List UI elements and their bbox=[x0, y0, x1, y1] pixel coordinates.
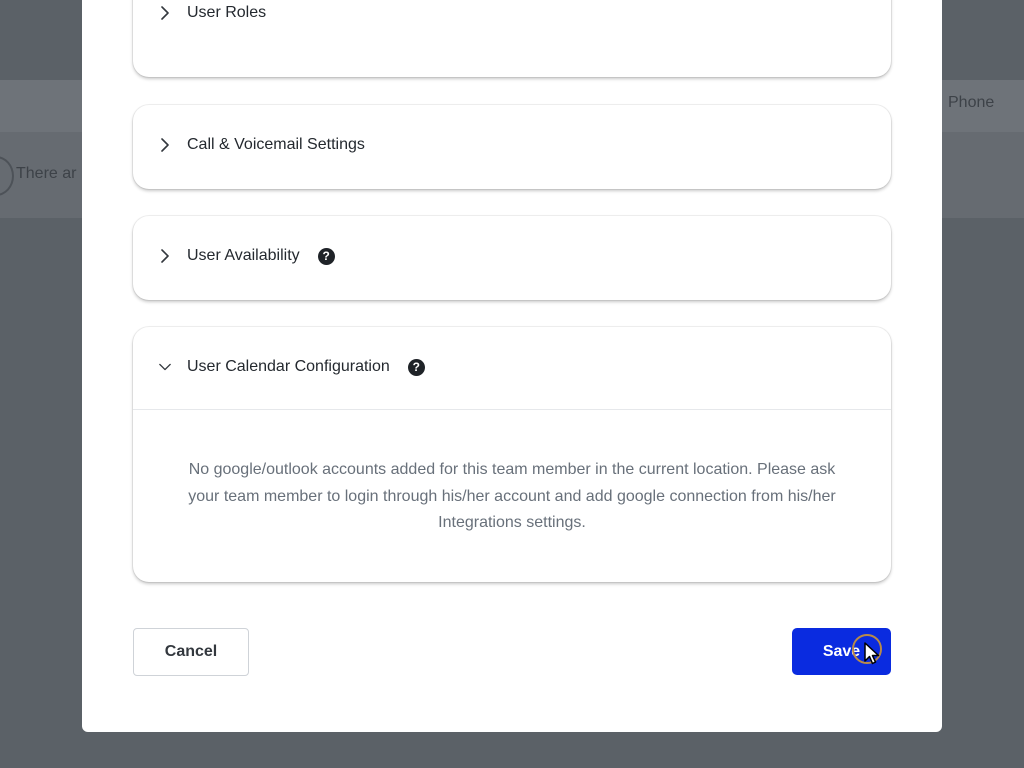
background-phone-column: Phone bbox=[948, 94, 995, 111]
save-button[interactable]: Save bbox=[792, 628, 891, 675]
background-notice-text: There ar bbox=[16, 165, 77, 182]
chevron-right-icon bbox=[159, 6, 171, 20]
section-title: User Availability bbox=[187, 247, 300, 264]
chevron-right-icon bbox=[159, 138, 171, 152]
chevron-right-icon bbox=[159, 249, 171, 263]
calendar-empty-message: No google/outlook accounts added for this team member in the current location. Please ask your team member to login through his/her account and add google connection from his/her Integrations settings. bbox=[188, 461, 836, 531]
chevron-down-icon bbox=[159, 360, 171, 374]
section-title: User Roles bbox=[187, 3, 267, 21]
edit-team-member-modal bbox=[82, 0, 942, 732]
section-title: User Calendar Configuration bbox=[187, 358, 390, 375]
section-call-voicemail-settings bbox=[133, 105, 891, 189]
section-divider bbox=[133, 409, 891, 410]
section-user-roles-header[interactable] bbox=[133, 0, 891, 37]
section-title: Call & Voicemail Settings bbox=[187, 136, 365, 153]
section-user-availability-header[interactable] bbox=[133, 216, 891, 296]
section-user-calendar-configuration bbox=[133, 327, 891, 582]
section-user-calendar-header[interactable] bbox=[133, 327, 891, 407]
question-circle-icon[interactable]: ? bbox=[318, 248, 335, 265]
section-user-availability bbox=[133, 216, 891, 300]
section-user-roles bbox=[133, 0, 891, 77]
cancel-button[interactable]: Cancel bbox=[133, 628, 249, 676]
question-circle-icon[interactable]: ? bbox=[408, 359, 425, 376]
section-call-voicemail-header[interactable] bbox=[133, 105, 891, 185]
